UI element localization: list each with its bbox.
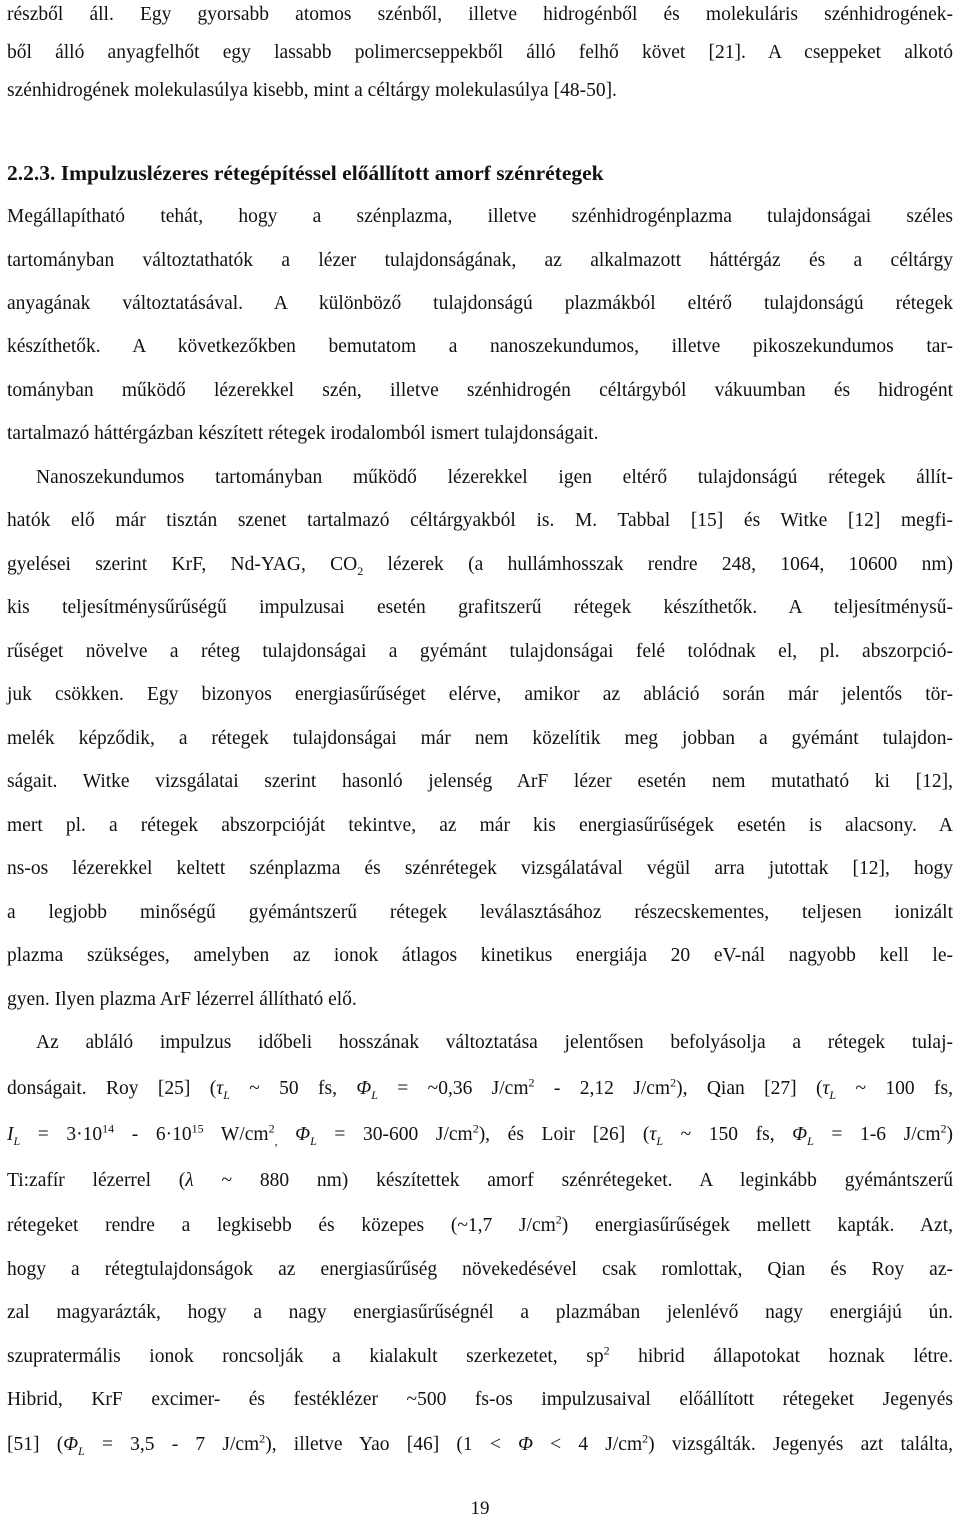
- text-line: plazma szükséges, amelyben az ionok átlagos kinetikus energiája 20 eV-nál nagyobb kell le-: [7, 945, 953, 966]
- text-line: hogy a rétegtulajdonságok az energiasűrűség növekedésével csak romlottak, Qian és Roy az-: [7, 1259, 953, 1280]
- text-line: Nanoszekundumos tartományban működő lézerekkel igen eltérő tulajdonságú rétegek állít-: [36, 467, 953, 488]
- text-line: készíthetők. A következőkben bemutatom a nanoszekundumos, illetve pikoszekundumos tar-: [7, 336, 953, 357]
- text-line: részből áll. Egy gyorsabb atomos szénből, illetve hidrogénből és molekuláris szénhidrogének-: [7, 4, 953, 25]
- text-line: $I_L = 3\cdot 10^{14} - 6\cdot 10^{15}$ $W/cm^2_,$ $\Phi_L = 30-600$ $J/cm^2$), és Loir [26] ($\tau_L$ ~ 150 fs, $\Phi_L = 1-6$ $J/cm^2$): [7, 1121, 953, 1148]
- text-line: juk csökken. Egy bizonyos energiasűrűséget elérve, amikor az abláció során már jelentős tör-: [7, 684, 953, 705]
- text-line: Ti:zafír lézerrel (λ ~ 880 nm) készítettek amorf szénrétegeket. A leginkább gyémántszerű: [7, 1170, 953, 1191]
- text-line: ből álló anyagfelhőt egy lassabb polimercseppekből álló felhő követ [21]. A cseppeket alkotó: [7, 42, 953, 63]
- text-line: mert pl. a rétegek abszorpcióját tekintve, az már kis energiasűrűségek esetén is alacsony. A: [7, 815, 953, 836]
- text-line: melék képződik, a rétegek tulajdonságai már nem közelítik meg jobban a gyémánt tulajdon-: [7, 728, 953, 749]
- text-line: szénhidrogének molekulasúlya kisebb, mint a céltárgy molekulasúlya [48-50].: [7, 80, 617, 101]
- text-line: kis teljesítménysűrűségű impulzusai esetén grafitszerű rétegek készíthetők. A teljesítménysű-: [7, 597, 953, 618]
- text-line: [51] ($\Phi_L = 3,5 - 7$ $J/cm^2$), illetve Yao [46] (1 < Φ < 4 $J/cm^2$) vizsgálták. Jegenyés azt találta,: [7, 1431, 954, 1458]
- text-line: Megállapítható tehát, hogy a szénplazma, illetve szénhidrogénplazma tulajdonságai széles: [7, 206, 953, 227]
- text-line: Az abláló impulzus időbeli hosszának változtatása jelentősen befolyásolja a rétegek tulaj-: [36, 1032, 953, 1053]
- text-line: a legjobb minőségű gyémántszerű rétegek leválasztásához részecskementes, teljesen ionizált: [7, 902, 953, 923]
- text-line: hatók elő már tisztán szenet tartalmazó céltárgyakból is. M. Tabbal [15] és Witke [12] megfi-: [7, 510, 953, 531]
- page-number: 19: [470, 1498, 490, 1519]
- text-line: tartalmazó háttérgázban készített rétegek irodalomból ismert tulajdonságait.: [7, 423, 599, 444]
- text-line: tományban működő lézerekkel szén, illetve szénhidrogén céltárgyból vákuumban és hidrogént: [7, 380, 953, 401]
- section-heading: 2.2.3. Impulzuslézeres rétegépítéssel előállított amorf szénrétegek: [7, 161, 604, 185]
- text-line: zal magyarázták, hogy a nagy energiasűrűségnél a plazmában jelenlévő nagy energiájú ún.: [7, 1302, 953, 1323]
- text-line: donságait. Roy [25] ($\tau_L$ ~ 50 fs, $\Phi_L$ = ~0,36 $J/cm^2 - 2,12$ $J/cm^2$), Qian [27] ($\tau_L$ ~ 100 fs,: [7, 1075, 953, 1102]
- text-line: gyelései szerint KrF, Nd-YAG, $CO_2$ lézerek (a hullámhosszak rendre 248, 1064, 10600 nm): [7, 554, 953, 578]
- text-line: gyen. Ilyen plazma ArF lézerrel állítható elő.: [7, 989, 357, 1010]
- text-line: anyagának változtatásával. A különböző tulajdonságú plazmákból eltérő tulajdonságú rétegek: [7, 293, 953, 314]
- text-line: rétegeket rendre a legkisebb és közepes (~1,7 $J/cm^2$) energiasűrűségek mellett kapták. Azt,: [7, 1212, 953, 1236]
- text-line: ns-os lézerekkel keltett szénplazma és szénrétegek vizsgálatával végül arra jutottak [12], hogy: [7, 858, 953, 879]
- text-line: szupratermális ionok roncsolják a kialakult szerkezetet, $sp^2$ hibrid állapotokat hoznak létre.: [7, 1343, 953, 1367]
- text-line: Hibrid, KrF excimer- és festéklézer ~500 fs-os impulzusaival előállított rétegeket Jegenyés: [7, 1389, 953, 1410]
- text-line: tartományban változtathatók a lézer tulajdonságának, az alkalmazott háttérgáz és a céltárgy: [7, 250, 953, 271]
- text-line: ságait. Witke vizsgálatai szerint hasonló jelenség ArF lézer esetén nem mutatható ki [12],: [7, 771, 953, 792]
- text-line: rűséget növelve a réteg tulajdonságai a gyémánt tulajdonságai felé tolódnak el, pl. abszorpció-: [7, 641, 953, 662]
